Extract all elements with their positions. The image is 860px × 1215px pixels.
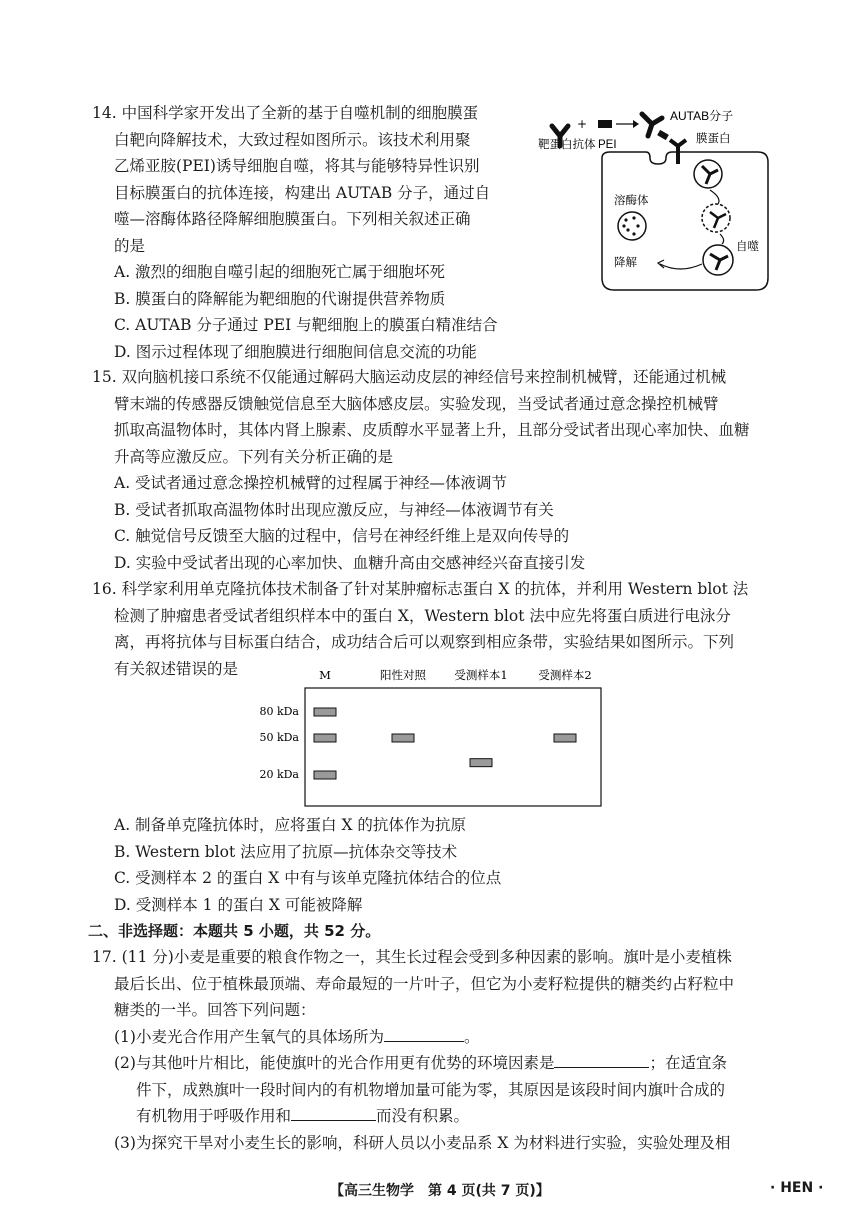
section-2-heading xyxy=(88,918,798,945)
question-14 xyxy=(92,100,532,365)
blot-band xyxy=(392,734,414,742)
q14-option-b: B. 膜蛋白的降解能为靶细胞的代谢提供营养物质 xyxy=(114,289,446,308)
q15-option-d: D. 实验中受试者出现的心率加快、血糖升高由交感神经兴奋直接引发 xyxy=(114,553,586,572)
arrow-icon xyxy=(710,190,719,204)
q14-option-c: C. AUTAB 分子通过 PEI 与靶细胞上的膜蛋白精准结合 xyxy=(114,316,498,334)
q14-line: 乙烯亚胺(PEI)诱导细胞自噬，将其与能够特异性识别 xyxy=(114,157,480,175)
question-17 xyxy=(92,944,802,1156)
blot-frame xyxy=(305,688,601,806)
exam-code: · HEN · xyxy=(770,1180,824,1196)
q17-sub2-line3 xyxy=(92,1103,802,1130)
autophagy-label: 自噬 xyxy=(736,239,759,253)
q17-sub2-text: (2)与其他叶片相比，能使旗叶的光合作用更有优势的环境因素是 xyxy=(114,1054,555,1072)
answer-blank-1[interactable] xyxy=(384,1027,464,1042)
marker-80kda: 80 kDa xyxy=(259,705,299,718)
arrow-icon xyxy=(720,234,724,244)
lane-label-m: M xyxy=(319,668,331,682)
q17-line: 糖类的一半。回答下列问题： xyxy=(114,1001,316,1019)
blot-band xyxy=(314,734,336,742)
answer-blank-3[interactable] xyxy=(291,1106,376,1121)
q17-sub-1 xyxy=(92,1024,802,1051)
lysosome-label: 溶酶体 xyxy=(614,193,649,207)
lane-label-positive-control: 阳性对照 xyxy=(380,668,426,682)
section-2-title: 二、非选择题：本题共 5 小题，共 52 分。 xyxy=(88,922,381,940)
arrow-icon xyxy=(660,264,702,269)
q17-sub-2 xyxy=(92,1050,802,1077)
q15-line: 升高等应激反应。下列有关分析正确的是 xyxy=(114,447,394,466)
q17-sub1-text: (1)小麦光合作用产生氧气的具体场所为 xyxy=(114,1027,384,1046)
autolysosome-icon xyxy=(703,245,733,275)
pei-icon xyxy=(598,120,612,128)
q15-option-a: A. 受试者通过意念操控机械臂的过程属于神经—体液调节 xyxy=(114,474,508,492)
membrane-protein-label: 膜蛋白 xyxy=(696,131,731,145)
answer-blank-2[interactable] xyxy=(554,1053,649,1068)
antibody-label: 靶蛋白抗体 xyxy=(538,137,596,151)
plus-sign: + xyxy=(577,117,588,131)
q17-line: 17. (11 分)小麦是重要的粮食作物之一，其生长过程会受到多种因素的影响。旗叶是小麦植株 xyxy=(92,948,732,966)
q16-option-a: A. 制备单克隆抗体时，应将蛋白 X 的抗体作为抗原 xyxy=(114,816,466,834)
autophagosome-icon xyxy=(694,160,722,188)
q16-option-d: D. 受测样本 1 的蛋白 X 可能被降解 xyxy=(114,895,363,914)
autab-label: AUTAB分子 xyxy=(670,109,734,123)
marker-20kda: 20 kDa xyxy=(259,768,299,781)
q15-line: 15. 双向脑机接口系统不仅能通过解码大脑运动皮层的神经信号来控制机械臂，还能通过机械 xyxy=(92,368,727,386)
question-15 xyxy=(92,364,802,576)
q16-option-b: B. Western blot 法应用了抗原—抗体杂交等技术 xyxy=(114,842,458,861)
q17-sub-3: (3)为探究干旱对小麦生长的影响，科研人员以小麦品系 X 为材料进行实验，实验处理及相 xyxy=(114,1133,731,1152)
blot-band xyxy=(314,771,336,779)
question-16-options xyxy=(92,812,802,918)
q14-line: 噬—溶酶体路径降解细胞膜蛋白。下列相关叙述正确 xyxy=(114,210,471,228)
degrade-label: 降解 xyxy=(614,255,637,269)
q16-line: 检测了肿瘤患者受试者组织样本中的蛋白 X，Western blot 法中应先将蛋白质进行电泳分 xyxy=(114,606,731,625)
q16-option-c: C. 受测样本 2 的蛋白 X 中有与该单克隆抗体结合的位点 xyxy=(114,869,502,887)
q17-line: 最后长出、位于植株最顶端、寿命最短的一片叶子，但它为小麦籽粒提供的糖类约占籽粒中 xyxy=(114,974,735,993)
blot-band xyxy=(314,708,336,716)
q17-sub2-line2: 件下，成熟旗叶一段时间内的有机物增加量可能为零，其原因是该段时间内旗叶合成的 xyxy=(136,1080,726,1099)
autophagy-figure xyxy=(530,100,790,300)
western-blot-figure xyxy=(255,662,615,812)
q14-line: 14. 中国科学家开发出了全新的基于自噬机制的细胞膜蛋 xyxy=(92,104,479,122)
q15-option-b: B. 受试者抓取高温物体时出现应激反应，与神经—体液调节有关 xyxy=(114,500,554,519)
lane-label-sample-1: 受测样本1 xyxy=(454,668,508,682)
marker-50kda: 50 kDa xyxy=(259,731,299,744)
q14-line: 白靶向降解技术，大致过程如图所示。该技术利用聚 xyxy=(114,130,471,149)
lane-label-sample-2: 受测样本2 xyxy=(538,668,592,682)
q17-sub2-text-b: ；在适宜条 xyxy=(649,1054,727,1072)
q14-option-a: A. 激烈的细胞自噬引起的细胞死亡属于细胞坏死 xyxy=(114,263,446,281)
q14-option-d: D. 图示过程体现了细胞膜进行细胞间信息交流的功能 xyxy=(114,342,477,361)
pei-label: PEI xyxy=(598,139,617,151)
q15-option-c: C. 触觉信号反馈至大脑的过程中，信号在神经纤维上是双向传导的 xyxy=(114,527,570,545)
q14-line: 目标膜蛋白的抗体连接，构建出 AUTAB 分子，通过自 xyxy=(114,183,491,202)
q16-line: 有关叙述错误的是 xyxy=(114,659,239,678)
page-number: 【高三生物学 第 4 页(共 7 页)】 xyxy=(330,1183,550,1199)
q17-sub2-text-e: 而没有积累。 xyxy=(376,1107,470,1125)
autab-molecule-icon xyxy=(642,114,669,140)
q17-sub2-text-d: 有机物用于呼吸作用和 xyxy=(136,1107,292,1125)
blot-band xyxy=(554,734,576,742)
q15-line: 抓取高温物体时，其体内肾上腺素、皮质醇水平显著上升，且部分受试者出现心率加快、血糖 xyxy=(114,421,750,439)
blot-band xyxy=(470,759,492,767)
q17-sub1-end: 。 xyxy=(463,1027,480,1046)
q14-line: 的是 xyxy=(114,236,146,255)
q15-line: 臂末端的传感器反馈触觉信息至大脑体感皮层。实验发现，当受试者通过意念操控机械臂 xyxy=(114,394,719,413)
q16-line: 16. 科学家利用单克隆抗体技术制备了针对某肿瘤标志蛋白 X 的抗体，并利用 Western blot 法 xyxy=(92,580,749,598)
autophagosome-icon xyxy=(702,204,730,232)
lysosome-icon xyxy=(618,212,646,240)
q16-line: 离，再将抗体与目标蛋白结合，成功结合后可以观察到相应条带，实验结果如图所示。下列 xyxy=(114,633,735,651)
